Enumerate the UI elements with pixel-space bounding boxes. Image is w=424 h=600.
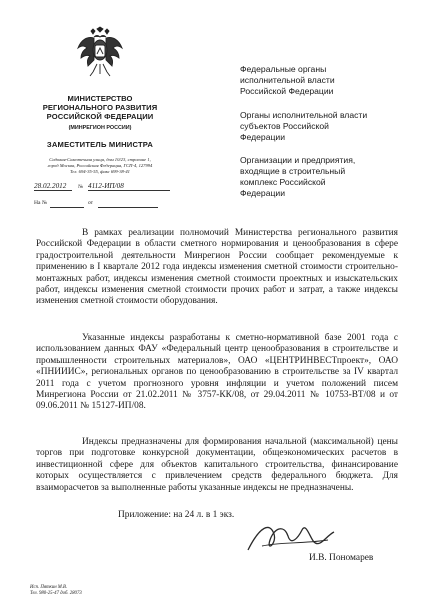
ministry-name (26, 94, 174, 121)
registration-number: 4112-ИП/08 (88, 182, 170, 191)
registration-number-label: № (78, 184, 84, 190)
addressee-line: комплекс Российской (240, 177, 326, 187)
ministry-line-2: РЕГИОНАЛЬНОГО РАЗВИТИЯ (42, 103, 158, 112)
addressee-line: Органы исполнительной власти (240, 110, 368, 120)
reference-date-label: от (88, 200, 93, 206)
body-paragraph-1: В рамках реализации полномочий Министерства регионального развития Российской Федерации в области сметного нормирования и ценообразования в сфере градостроительной деятельности Минрегион России сообщает рекомендуемые к применению в I квартале 2012 года индексы изменения сметной стоимости строительно-монтажных работ, индексы изменения сметной стоимости проектных и изыскательских работ, индексы изменения сметной стоимости прочих работ и затрат, а также индексы изменения сметной стоимости оборудования. (36, 228, 398, 307)
ministry-address (26, 157, 174, 176)
addressee-line: Федерации (240, 188, 285, 198)
registration-date: 28.02.2012 (34, 182, 72, 191)
addressee-line: субъектов Российской (240, 121, 329, 131)
reference-number-blank (50, 207, 84, 208)
reference-date-blank (98, 207, 158, 208)
body-paragraph-2: Указанные индексы разработаны к сметно-нормативной базе 2001 года с использованием данных ФАУ «Федеральный центр ценообразования в строительстве и промышленности строительных материалов», ОАО «ЦЕНТРИНВЕСТпроект», ОАО «ПНИИИС», региональных органов по ценообразованию в строительстве за IV квартал 2011 года с учетом прогнозного уровня инфляции и учетом положений писем Минрегиона России от 21.02.2011 № 3757-КК/08, от 29.04.2011 № 10753-ВТ/08 и от 09.06.2011 № 15127-ИП/08. (36, 333, 398, 412)
reference-line (34, 200, 184, 210)
executor-info (30, 585, 82, 597)
address-line-3: Тел. 694-35-55, факс 699-38-41 (70, 169, 130, 175)
executor-name: Исп. Пяткин М.В. (30, 585, 68, 590)
reference-label: На № (34, 200, 48, 206)
addressee-line: Федеральные органы (240, 64, 327, 74)
addressee-line: исполнительной власти (240, 75, 335, 85)
addressee-line: входящие в строительный (240, 166, 346, 176)
addressee-line: Федерации (240, 132, 285, 142)
appendix-note: Приложение: на 24 л. в 1 экз. (118, 510, 235, 520)
addressee-line: Организации и предприятия, (240, 155, 356, 165)
deputy-minister-title: ЗАМЕСТИТЕЛЬ МИНИСТРА (46, 140, 154, 149)
body-paragraph-3: Индексы предназначены для формирования начальной (максимальной) цены торгов при подготовке конкурсной документации, общеэкономических расчетов в инвестиционной сфере для объектов капитального строительства, финансирование которых осуществляется с привлечением средств федерального бюджета. Для взаиморасчетов за выполненные работы указанные индексы не предназначены. (36, 437, 398, 493)
ministry-line-3: РОССИЙСКОЙ ФЕДЕРАЦИИ (46, 112, 154, 121)
registration-line (34, 182, 184, 194)
addressee-regional-bodies (240, 110, 385, 143)
addressee-federal-bodies (240, 64, 385, 97)
addressee-line: Российской Федерации (240, 86, 334, 96)
signer-name: И.В. Пономарев (309, 553, 374, 563)
executor-phone: Тел. 980-25-47 доб. 28073 (30, 591, 82, 596)
address-line-2: город Москва, Российская Федерация, ГСП-4, 127994 (47, 163, 153, 169)
addressee-organizations (240, 155, 385, 199)
address-line-1: Садовая-Самотечная улица, дом 10/23, строение 1, (49, 157, 151, 162)
ministry-abbreviation: (МИНРЕГИОН РОССИИ) (68, 125, 132, 131)
ministry-line-1: МИНИСТЕРСТВО (67, 94, 133, 103)
coat-of-arms-emblem (75, 26, 125, 82)
